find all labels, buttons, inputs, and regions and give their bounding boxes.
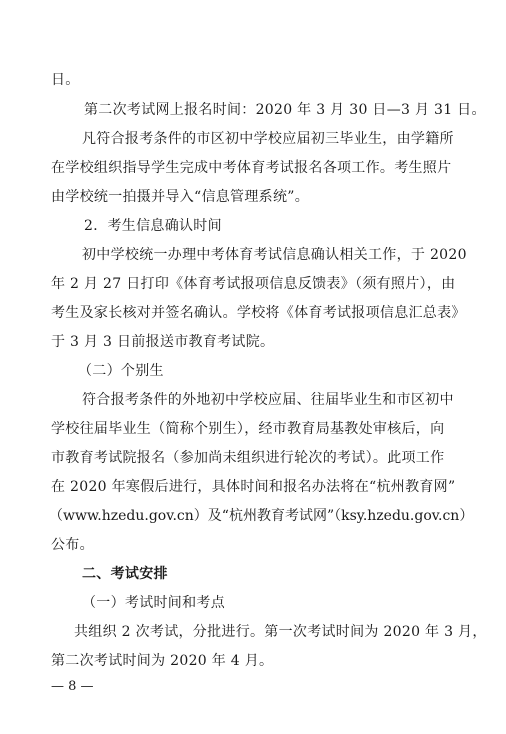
paragraph-line-17: 公布。 — [51, 537, 94, 553]
paragraph-line-9: 考生及家长核对并签名确认。学校将《体育考试报项信息汇总表》 — [51, 305, 466, 321]
paragraph-line-21: 第二次考试时间为 2020 年 4 月。 — [51, 653, 274, 669]
paragraph-line-4: 在学校组织指导学生完成中考体育考试报名各项工作。考生照片 — [51, 160, 452, 176]
paragraph-line-16: （www.hzedu.gov.cn）及“杭州教育考试网”（ksy.hzedu.gov.cn） — [49, 508, 474, 524]
subsection-heading-exam-time: （一）考试时间和考点 — [82, 595, 225, 611]
paragraph-line-1: 日。 — [51, 72, 80, 88]
paragraph-line-13: 学校往届毕业生（简称个别生），经市教育局基教处审核后，向 — [51, 421, 445, 437]
section-heading-exam-arrangement: 二、考试安排 — [82, 566, 168, 582]
paragraph-line-7: 初中学校统一办理中考体育考试信息确认相关工作，于 2020 — [82, 247, 467, 263]
paragraph-line-5: 由学校统一拍摄并导入“信息管理系统”。 — [51, 189, 310, 205]
paragraph-line-8: 年 2 月 27 日打印《体育考试报项信息反馈表》（须有照片），由 — [51, 276, 456, 292]
paragraph-line-12: 符合报考条件的外地初中学校应届、往届毕业生和市区初中 — [82, 392, 454, 408]
paragraph-line-3: 凡符合报考条件的市区初中学校应届初三毕业生，由学籍所 — [82, 131, 454, 147]
paragraph-line-10: 于 3 月 3 日前报送市教育考试院。 — [51, 334, 275, 350]
section-heading-2: 2．考生信息确认时间 — [84, 218, 222, 234]
paragraph-line-2: 第二次考试网上报名时间：2020 年 3 月 30 日—3 月 31 日。 — [84, 102, 486, 118]
paragraph-line-15: 在 2020 年寒假后进行，具体时间和报名办法将在“杭州教育网” — [51, 479, 456, 495]
paragraph-line-20: 共组织 2 次考试，分批进行。第一次考试时间为 2020 年 3 月， — [74, 624, 487, 640]
paragraph-line-14: 市教育考试院报名（参加尚未组织进行轮次的考试）。此项工作 — [51, 450, 445, 466]
subsection-heading-individual: （二）个别生 — [78, 363, 164, 379]
page-number: — 8 — — [51, 679, 94, 694]
